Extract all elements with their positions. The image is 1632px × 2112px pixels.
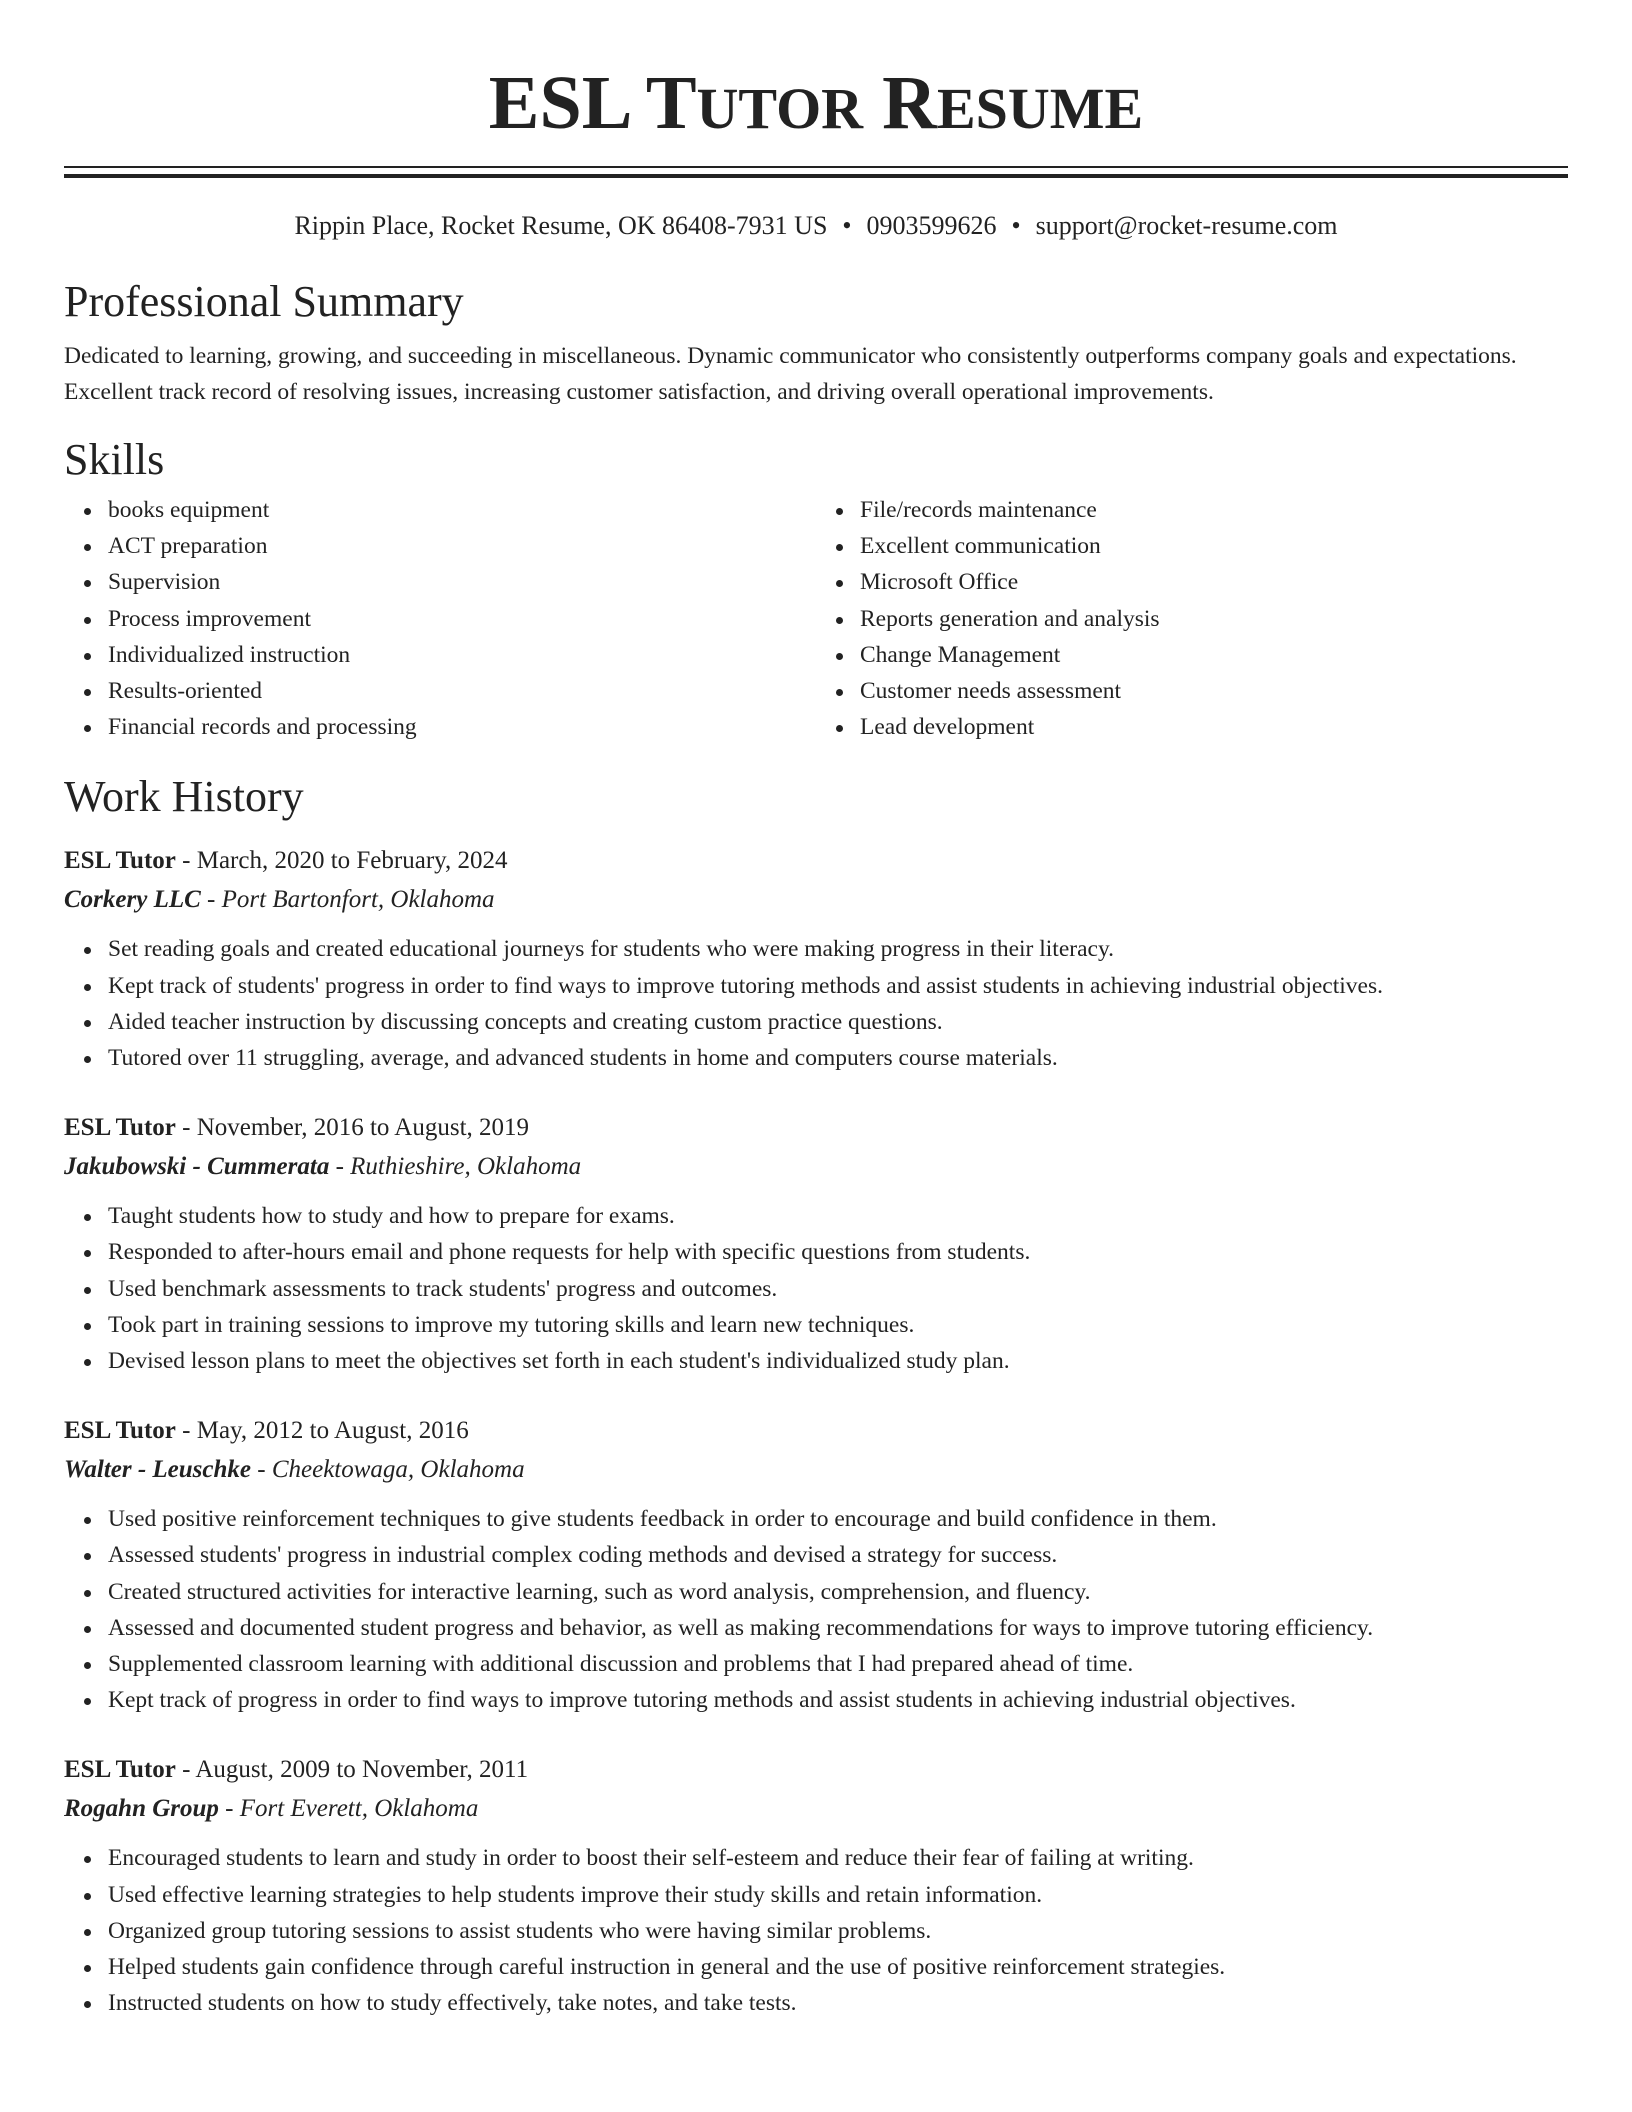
employer-line <box>64 1789 1568 1828</box>
job-bullet: Created structured activities for interactive learning, such as word analysis, comprehension, and fluency. <box>108 1574 1568 1610</box>
header-rule-thin <box>64 166 1568 168</box>
skills-list-right <box>816 492 1568 745</box>
title-part: UTOR <box>696 76 864 141</box>
work-history-heading: Work History <box>64 772 304 822</box>
job-title-line <box>64 1411 1568 1450</box>
job-bullets <box>64 1501 1568 1718</box>
job-bullet: Used effective learning strategies to help students improve their study skills and retain information. <box>108 1877 1568 1913</box>
title-part: R <box>882 61 937 145</box>
job-entry <box>64 1411 1568 1718</box>
summary-heading: Professional Summary <box>64 277 464 326</box>
employer-line <box>64 1147 1568 1186</box>
employer-line <box>64 1450 1568 1489</box>
resume-title <box>64 58 1568 148</box>
job-dates: - May, 2012 to August, 2016 <box>175 1417 469 1445</box>
employer-name: Jakubowski - Cummerata <box>64 1153 330 1181</box>
contact-phone: 0903599626 <box>866 211 997 240</box>
skill-item: Customer needs assessment <box>860 673 1568 709</box>
job-bullet: Kept track of students' progress in order to find ways to improve tutoring methods and assist students in achieving industrial objectives. <box>108 968 1568 1004</box>
employer-name: Walter - Leuschke <box>64 1456 252 1484</box>
skills-list-left <box>64 492 816 745</box>
job-dates: - November, 2016 to August, 2019 <box>175 1114 530 1142</box>
skill-item: Financial records and processing <box>108 709 816 745</box>
job-bullet: Used positive reinforcement techniques to give students feedback in order to encourage and build confidence in them. <box>108 1501 1568 1537</box>
job-entry <box>64 1750 1568 2021</box>
skill-item: Supervision <box>108 564 816 600</box>
job-title-line <box>64 1750 1568 1789</box>
skill-item: Excellent communication <box>860 528 1568 564</box>
job-bullets <box>64 1840 1568 2021</box>
job-bullet: Set reading goals and created educational journeys for students who were making progress in their literacy. <box>108 931 1568 967</box>
skill-item: Results-oriented <box>108 673 816 709</box>
job-bullet: Instructed students on how to study effectively, take notes, and take tests. <box>108 1985 1568 2021</box>
job-dates: - August, 2009 to November, 2011 <box>175 1756 529 1784</box>
job-bullet: Taught students how to study and how to prepare for exams. <box>108 1198 1568 1234</box>
job-title-line <box>64 841 1568 880</box>
contact-line <box>64 210 1568 242</box>
skill-item: Process improvement <box>108 601 816 637</box>
resume-page <box>64 0 1568 2021</box>
job-bullet: Aided teacher instruction by discussing concepts and creating custom practice questions. <box>108 1004 1568 1040</box>
job-title: ESL Tutor <box>64 1114 176 1142</box>
skill-item: ACT preparation <box>108 528 816 564</box>
skills-columns <box>64 492 1568 745</box>
job-location: - Fort Everett, Oklahoma <box>218 1795 479 1823</box>
skills-heading: Skills <box>64 435 165 484</box>
job-entry <box>64 1108 1568 1379</box>
skill-item: Change Management <box>860 637 1568 673</box>
skill-item: Lead development <box>860 709 1568 745</box>
job-bullet: Assessed and documented student progress and behavior, as well as making recommendations for ways to improve tutoring efficiency. <box>108 1610 1568 1646</box>
skill-item: books equipment <box>108 492 816 528</box>
employer-name: Corkery LLC <box>64 886 201 914</box>
job-bullet: Supplemented classroom learning with additional discussion and problems that I had prepared ahead of time. <box>108 1646 1568 1682</box>
work-history-list <box>64 841 1568 2021</box>
job-bullet: Assessed students' progress in industrial complex coding methods and devised a strategy for success. <box>108 1537 1568 1573</box>
header-rule-thick <box>64 174 1568 178</box>
job-entry <box>64 841 1568 1076</box>
job-title: ESL Tutor <box>64 1756 176 1784</box>
job-bullet: Organized group tutoring sessions to assist students who were having similar problems. <box>108 1913 1568 1949</box>
skill-item: Reports generation and analysis <box>860 601 1568 637</box>
job-title: ESL Tutor <box>64 1417 176 1445</box>
contact-separator: • <box>1011 211 1021 240</box>
skill-item: Individualized instruction <box>108 637 816 673</box>
job-title-line <box>64 1108 1568 1147</box>
job-bullet: Took part in training sessions to improve my tutoring skills and learn new techniques. <box>108 1307 1568 1343</box>
job-location: - Port Bartonfort, Oklahoma <box>200 886 495 914</box>
job-bullet: Responded to after-hours email and phone requests for help with specific questions from students. <box>108 1234 1568 1270</box>
contact-separator: • <box>842 211 852 240</box>
job-title: ESL Tutor <box>64 847 176 875</box>
contact-address: Rippin Place, Rocket Resume, OK 86408-7931 US <box>294 211 828 240</box>
title-part: ESL T <box>488 61 697 145</box>
job-bullets <box>64 931 1568 1076</box>
job-bullet: Helped students gain confidence through careful instruction in general and the use of positive reinforcement strategies. <box>108 1949 1568 1985</box>
job-bullet: Encouraged students to learn and study in order to boost their self-esteem and reduce their fear of failing at writing. <box>108 1840 1568 1876</box>
skill-item: Microsoft Office <box>860 564 1568 600</box>
job-location: - Cheektowaga, Oklahoma <box>251 1456 525 1484</box>
contact-email: support@rocket-resume.com <box>1035 211 1338 240</box>
employer-name: Rogahn Group <box>64 1795 219 1823</box>
job-bullet: Used benchmark assessments to track students' progress and outcomes. <box>108 1271 1568 1307</box>
job-dates: - March, 2020 to February, 2024 <box>175 847 508 875</box>
summary-text: Dedicated to learning, growing, and succeeding in miscellaneous. Dynamic communicator who consistently outperforms company goals and expectations. Excellent track record of resolving issues, increasing customer satisfaction, and driving overall operational improvements. <box>64 343 1517 405</box>
job-bullets <box>64 1198 1568 1379</box>
job-bullet: Devised lesson plans to meet the objectives set forth in each student's individualized study plan. <box>108 1343 1568 1379</box>
skill-item: File/records maintenance <box>860 492 1568 528</box>
job-bullet: Kept track of progress in order to find ways to improve tutoring methods and assist students in achieving industrial objectives. <box>108 1682 1568 1718</box>
employer-line <box>64 880 1568 919</box>
job-bullet: Tutored over 11 struggling, average, and advanced students in home and computers course materials. <box>108 1040 1568 1076</box>
title-part: ESUME <box>936 76 1144 141</box>
job-location: - Ruthieshire, Oklahoma <box>329 1153 582 1181</box>
